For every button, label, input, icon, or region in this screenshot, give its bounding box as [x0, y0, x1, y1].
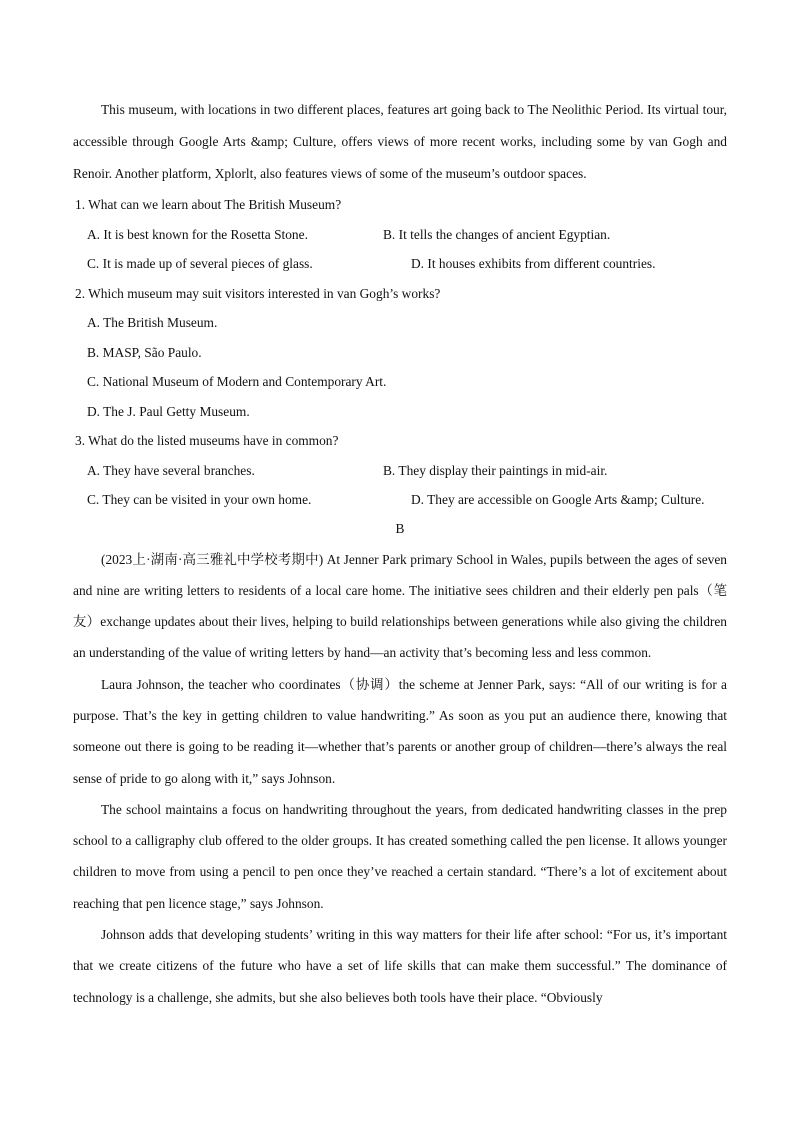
passage-paragraph: Laura Johnson, the teacher who coordinates（协调）the scheme at Jenner Park, says: “All of our writing is for a purpose. That’s the key in getting children to value handwriting.” As soon as you put an audience there, knowing that someone out there is going to be reading it—whether that’s parents or another group of children—there’s always the real sense of pride to go along with it,” says Johnson.	[73, 676, 727, 786]
option-b: B. They display their paintings in mid-air.	[383, 462, 608, 478]
section-heading: B	[395, 520, 405, 536]
passage-paragraph: (2023上·湖南·高三雅礼中学校考期中) At Jenner Park primary School in Wales, pupils between the ages of seven and nine are writing letters to residents of a local care home. The initiative sees children and their elderly pen pals（笔友）exchange updates about their lives, helping to build relationships between generations while also giving the children an understanding of the value of writing letters by hand—an activity that’s becoming less and less common.	[73, 551, 727, 661]
passage-paragraph: Johnson adds that developing students’ writing in this way matters for their life after school: “For us, it’s important that we create citizens of the future who have a set of life skills that can make them successful.” The dominance of technology is a challenge, she admits, but she also believes both tools have their place. “Obviously	[73, 927, 727, 1005]
option-b: B. It tells the changes of ancient Egyptian.	[383, 226, 611, 242]
option-row	[73, 220, 727, 250]
option-d: D. The J. Paul Getty Museum.	[87, 403, 250, 419]
question-stem: 1. What can we learn about The British Museum?	[75, 197, 342, 212]
option-a: A. They have several branches.	[87, 462, 255, 478]
option-row	[73, 456, 727, 486]
option-c: C. National Museum of Modern and Contemporary Art.	[87, 374, 387, 389]
intro-paragraph: This museum, with locations in two different places, features art going back to The Neolithic Period. Its virtual tour, accessible through Google Arts &amp; Culture, offers views of more recent works, including some by van Gogh and Renoir. Another platform, Xplorlt, also features views of some of the museum’s outdoor spaces.	[73, 102, 727, 181]
question-stem: 3. What do the listed museums have in common?	[75, 433, 339, 448]
passage-b	[73, 544, 727, 1013]
question-2	[73, 279, 727, 427]
question-stem: 2. Which museum may suit visitors interested in van Gogh’s works?	[75, 285, 441, 301]
option-b: B. MASP, São Paulo.	[87, 344, 202, 360]
passage-paragraph: The school maintains a focus on handwriting throughout the years, from dedicated handwriting classes in the prep school to a calligraphy club offered to the older groups. It has created something called the pen license. It allows younger children to move from using a pencil to pen once they’ve reached a certain standard. “There’s a lot of excitement about reaching that pen licence stage,” says Johnson.	[73, 801, 727, 911]
option-a: A. The British Museum.	[87, 315, 218, 330]
question-1	[73, 190, 727, 279]
option-row	[73, 485, 727, 515]
option-row	[73, 249, 727, 279]
option-c: C. It is made up of several pieces of glass.	[87, 256, 313, 271]
option-a: A. It is best known for the Rosetta Stone.	[87, 226, 308, 242]
option-d: D. They are accessible on Google Arts &amp; Culture.	[411, 492, 705, 507]
option-c: C. They can be visited in your own home.	[87, 492, 312, 507]
question-3	[73, 426, 727, 515]
option-d: D. It houses exhibits from different countries.	[411, 256, 656, 271]
page-content	[73, 94, 727, 1013]
